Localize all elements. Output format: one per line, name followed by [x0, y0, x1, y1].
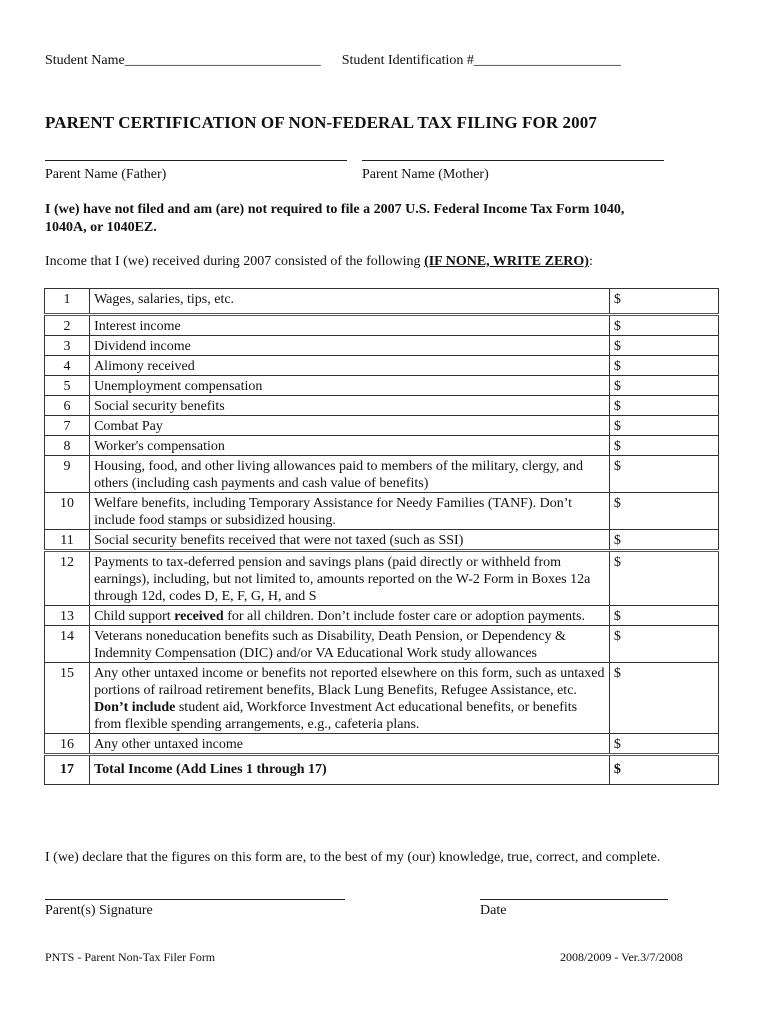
table-row [45, 663, 719, 734]
total-label: Total Income (Add Lines 1 through 17) [90, 755, 610, 785]
student-id-label: Student Identification # [341, 53, 474, 68]
line-description-text: Child support [94, 609, 175, 624]
amount-field[interactable]: $ [609, 416, 718, 436]
non-filer-statement: I (we) have not filed and am (are) not required to file a 2007 U.S. Federal Income Tax Form 1040, 1040A, or 1040EZ. [45, 202, 625, 235]
amount-field[interactable]: $ [609, 493, 718, 530]
income-intro-emphasis: (IF NONE, WRITE ZERO) [424, 254, 589, 269]
table-row [45, 436, 719, 456]
amount-field[interactable]: $ [609, 456, 718, 493]
table-row [45, 315, 719, 336]
line-description: Welfare benefits, including Temporary Assistance for Needy Families (TANF). Don’t include food stamps or subsidized housing. [90, 493, 610, 530]
table-row [45, 336, 719, 356]
footer-version: 2008/2009 - Ver.3/7/2008 [560, 950, 683, 964]
table-row [45, 606, 719, 626]
amount-field[interactable]: $ [609, 336, 718, 356]
line-number: 7 [45, 416, 90, 436]
amount-field[interactable]: $ [609, 436, 718, 456]
line-number: 12 [45, 551, 90, 606]
amount-field[interactable]: $ [609, 289, 718, 315]
amount-field[interactable]: $ [609, 663, 718, 734]
line-number: 4 [45, 356, 90, 376]
amount-field[interactable]: $ [609, 606, 718, 626]
line-description: Housing, food, and other living allowances paid to members of the military, clergy, and others (including cash payments and cash value of benefits) [90, 456, 610, 493]
amount-field[interactable]: $ [609, 356, 718, 376]
line-number: 8 [45, 436, 90, 456]
father-name-label: Parent Name (Father) [45, 167, 167, 182]
table-row [45, 456, 719, 493]
amount-field[interactable]: $ [609, 376, 718, 396]
line-description-text: Any other untaxed income or benefits not reported elsewhere on this form, such as untaxed portions of railroad retirement benefits, Black Lung Benefits, Refugee Assistance, etc. [94, 666, 605, 698]
line-description: Combat Pay [90, 416, 610, 436]
income-intro-text: Income that I (we) received during 2007 consisted of the following [45, 254, 425, 269]
line-description: Any other untaxed income [90, 734, 610, 755]
line-number: 1 [45, 289, 90, 315]
line-number: 5 [45, 376, 90, 396]
line-number: 14 [45, 626, 90, 663]
table-row [45, 734, 719, 755]
table-row [45, 396, 719, 416]
declaration-text: I (we) declare that the figures on this form are, to the best of my (our) knowledge, true, correct, and complete. [45, 850, 661, 865]
line-description-emphasis: received [174, 609, 224, 624]
table-row [45, 376, 719, 396]
mother-name-field[interactable] [362, 160, 664, 161]
footer-form-name: PNTS - Parent Non-Tax Filer Form [45, 950, 216, 964]
line-description [90, 606, 610, 626]
line-number: 9 [45, 456, 90, 493]
signature-label: Parent(s) Signature [45, 903, 153, 918]
table-row [45, 493, 719, 530]
signature-field[interactable] [45, 899, 345, 900]
student-name-label: Student Name [45, 53, 125, 68]
line-description: Alimony received [90, 356, 610, 376]
income-intro-suffix: : [588, 254, 593, 269]
form-title: PARENT CERTIFICATION OF NON-FEDERAL TAX FILING FOR 2007 [45, 113, 597, 132]
line-description: Worker's compensation [90, 436, 610, 456]
amount-field[interactable]: $ [609, 734, 718, 755]
line-description-text: for all children. Don’t include foster care or adoption payments. [223, 609, 585, 624]
table-row [45, 551, 719, 606]
amount-field[interactable]: $ [609, 530, 718, 551]
line-number: 3 [45, 336, 90, 356]
line-description: Social security benefits received that were not taxed (such as SSI) [90, 530, 610, 551]
line-number: 6 [45, 396, 90, 416]
line-description: Interest income [90, 315, 610, 336]
table-row [45, 530, 719, 551]
line-description: Payments to tax-deferred pension and savings plans (paid directly or withheld from earnings), including, but not limited to, amounts reported on the W-2 Form in Boxes 12a through 12d, codes D, E, F, G, H, and S [90, 551, 610, 606]
total-amount-field[interactable]: $ [609, 755, 718, 785]
line-description: Veterans noneducation benefits such as Disability, Death Pension, or Dependency & Indemnity Compensation (DIC) and/or VA Educational Work study allowances [90, 626, 610, 663]
line-description [90, 663, 610, 734]
mother-name-label: Parent Name (Mother) [362, 167, 489, 182]
income-table [44, 288, 719, 785]
line-number: 11 [45, 530, 90, 551]
date-label: Date [480, 903, 507, 918]
father-name-field[interactable] [45, 160, 347, 161]
line-number: 13 [45, 606, 90, 626]
table-row [45, 416, 719, 436]
total-row [45, 755, 719, 785]
amount-field[interactable]: $ [609, 551, 718, 606]
line-number: 2 [45, 315, 90, 336]
income-intro [45, 254, 593, 270]
date-field[interactable] [480, 899, 668, 900]
table-row [45, 356, 719, 376]
line-description: Wages, salaries, tips, etc. [90, 289, 610, 315]
line-description: Dividend income [90, 336, 610, 356]
line-description: Social security benefits [90, 396, 610, 416]
student-info-line [45, 53, 745, 69]
table-row [45, 626, 719, 663]
line-description-emphasis: Don’t include [94, 700, 176, 715]
line-number: 16 [45, 734, 90, 755]
amount-field[interactable]: $ [609, 396, 718, 416]
line-description: Unemployment compensation [90, 376, 610, 396]
line-number: 10 [45, 493, 90, 530]
table-row [45, 289, 719, 315]
line-number: 15 [45, 663, 90, 734]
amount-field[interactable]: $ [609, 626, 718, 663]
line-description-text: student aid, Workforce Investment Act educational benefits, or benefits from flexible spending arrangements, e.g., cafeteria plans. [94, 700, 578, 732]
line-number: 17 [45, 755, 90, 785]
student-id-field[interactable]: _____________________ [473, 53, 621, 68]
student-name-field[interactable]: ____________________________ [124, 53, 321, 68]
amount-field[interactable]: $ [609, 315, 718, 336]
